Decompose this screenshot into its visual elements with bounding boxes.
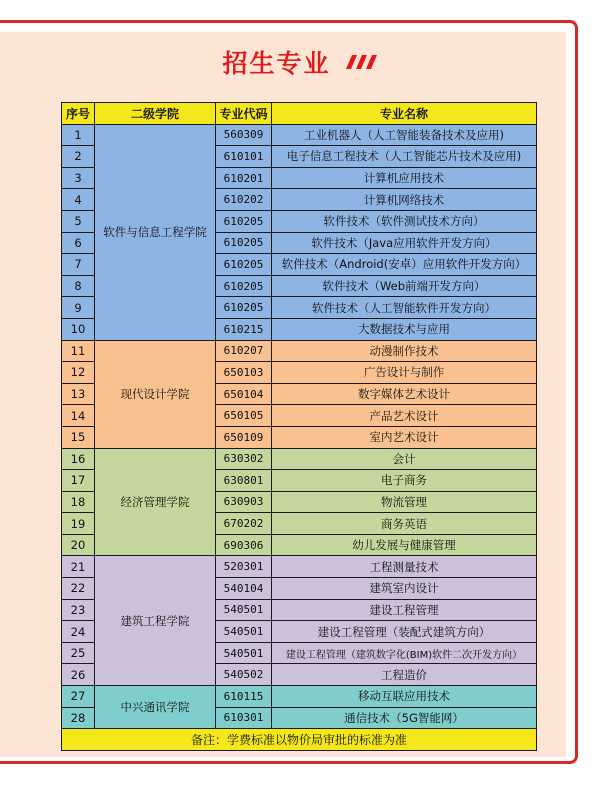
major-code: 630302	[216, 448, 272, 470]
major-code: 610205	[216, 254, 272, 276]
header-name: 专业名称	[272, 103, 537, 125]
row-index: 2	[62, 146, 95, 168]
college-name: 现代设计学院	[95, 340, 216, 448]
major-code: 610301	[216, 707, 272, 729]
major-code: 610205	[216, 210, 272, 232]
major-name: 软件技术（Java应用软件开发方向）	[272, 232, 537, 254]
major-code: 630801	[216, 470, 272, 492]
row-index: 20	[62, 534, 95, 556]
title-row	[0, 44, 600, 84]
page-title: 招生专业	[222, 49, 331, 78]
major-name: 大数据技术与应用	[272, 318, 537, 340]
row-index: 5	[62, 210, 95, 232]
major-code: 670202	[216, 513, 272, 535]
row-index: 4	[62, 189, 95, 211]
major-code: 610207	[216, 340, 272, 362]
major-code: 540501	[216, 621, 272, 643]
row-index: 7	[62, 254, 95, 276]
major-name: 产品艺术设计	[272, 405, 537, 427]
header-index: 序号	[62, 103, 95, 125]
major-code: 610205	[216, 275, 272, 297]
major-name: 移动互联应用技术	[272, 686, 537, 708]
major-name: 工程造价	[272, 664, 537, 686]
row-index: 28	[62, 707, 95, 729]
major-code: 630903	[216, 491, 272, 513]
major-name: 软件技术（人工智能软件开发方向）	[272, 297, 537, 319]
major-code: 610201	[216, 167, 272, 189]
major-name: 广告设计与制作	[272, 362, 537, 384]
row-index: 9	[62, 297, 95, 319]
major-code: 520301	[216, 556, 272, 578]
major-name: 软件技术（软件测试技术方向）	[272, 210, 537, 232]
major-code: 610101	[216, 146, 272, 168]
major-code: 560309	[216, 124, 272, 146]
row-index: 21	[62, 556, 95, 578]
major-code: 610205	[216, 232, 272, 254]
row-index: 11	[62, 340, 95, 362]
table-row	[62, 556, 537, 578]
major-code: 540502	[216, 664, 272, 686]
row-index: 15	[62, 426, 95, 448]
row-index: 18	[62, 491, 95, 513]
table-row	[62, 686, 537, 708]
major-code: 650105	[216, 405, 272, 427]
major-code: 540501	[216, 599, 272, 621]
row-index: 6	[62, 232, 95, 254]
major-name: 电子商务	[272, 470, 537, 492]
row-index: 25	[62, 642, 95, 664]
table-header-row	[62, 103, 537, 125]
college-name: 中兴通讯学院	[95, 686, 216, 729]
row-index: 27	[62, 686, 95, 708]
major-name: 会计	[272, 448, 537, 470]
major-code: 610215	[216, 318, 272, 340]
row-index: 8	[62, 275, 95, 297]
row-index: 23	[62, 599, 95, 621]
major-name: 建设工程管理（装配式建筑方向）	[272, 621, 537, 643]
majors-table	[61, 102, 537, 751]
table-body	[62, 124, 537, 729]
row-index: 22	[62, 578, 95, 600]
major-name: 软件技术（Android(安卓）应用软件开发方向）	[272, 254, 537, 276]
row-index: 24	[62, 621, 95, 643]
major-code: 610202	[216, 189, 272, 211]
major-code: 650109	[216, 426, 272, 448]
row-index: 16	[62, 448, 95, 470]
major-name: 工程测量技术	[272, 556, 537, 578]
college-name: 经济管理学院	[95, 448, 216, 556]
major-name: 商务英语	[272, 513, 537, 535]
major-name: 电子信息工程技术（人工智能芯片技术及应用)	[272, 146, 537, 168]
major-code: 540501	[216, 642, 272, 664]
major-name: 建设工程管理（建筑数字化(BIM)软件二次开发方向）	[272, 642, 537, 664]
major-name: 幼儿发展与健康管理	[272, 534, 537, 556]
row-index: 17	[62, 470, 95, 492]
row-index: 3	[62, 167, 95, 189]
college-name: 建筑工程学院	[95, 556, 216, 686]
header-college: 二级学院	[95, 103, 216, 125]
row-index: 13	[62, 383, 95, 405]
major-name: 建筑室内设计	[272, 578, 537, 600]
table-row	[62, 124, 537, 146]
header-code: 专业代码	[216, 103, 272, 125]
row-index: 1	[62, 124, 95, 146]
major-code: 690306	[216, 534, 272, 556]
major-code: 650103	[216, 362, 272, 384]
slash-decoration-icon	[340, 53, 378, 71]
row-index: 26	[62, 664, 95, 686]
major-code: 610115	[216, 686, 272, 708]
row-index: 14	[62, 405, 95, 427]
major-name: 计算机应用技术	[272, 167, 537, 189]
row-index: 12	[62, 362, 95, 384]
note-row	[62, 729, 537, 751]
major-name: 工业机器人（人工智能装备技术及应用)	[272, 124, 537, 146]
major-name: 数字媒体艺术设计	[272, 383, 537, 405]
row-index: 10	[62, 318, 95, 340]
college-name: 软件与信息工程学院	[95, 124, 216, 340]
major-name: 动漫制作技术	[272, 340, 537, 362]
major-name: 通信技术（5G智能网）	[272, 707, 537, 729]
major-code: 610205	[216, 297, 272, 319]
table-row	[62, 340, 537, 362]
major-code: 650104	[216, 383, 272, 405]
major-name: 室内艺术设计	[272, 426, 537, 448]
major-name: 软件技术（Web前端开发方向）	[272, 275, 537, 297]
major-code: 540104	[216, 578, 272, 600]
note-text: 备注：学费标准以物价局审批的标准为准	[62, 729, 537, 751]
table-row	[62, 448, 537, 470]
major-name: 物流管理	[272, 491, 537, 513]
major-name: 建设工程管理	[272, 599, 537, 621]
major-name: 计算机网络技术	[272, 189, 537, 211]
row-index: 19	[62, 513, 95, 535]
